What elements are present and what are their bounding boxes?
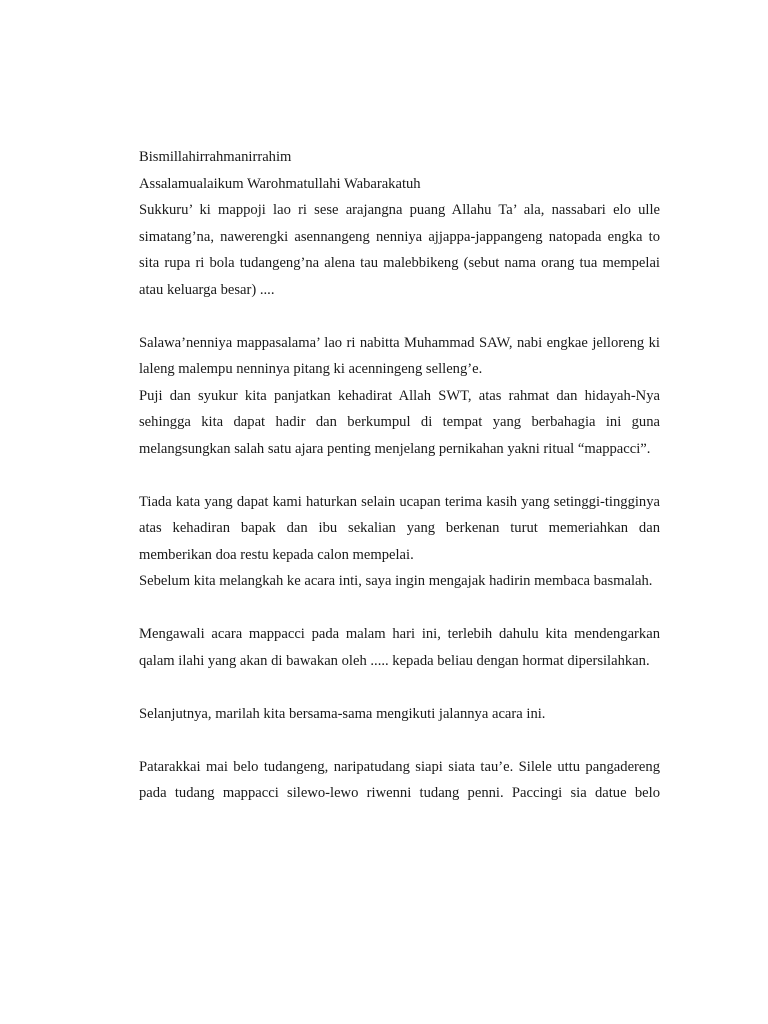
paragraph-spacer [139, 462, 660, 489]
document-body [139, 144, 660, 807]
paragraph-basmalah-invite: Sebelum kita melangkah ke acara inti, saya ingin mengajak hadirin membaca basmalah. [139, 573, 653, 589]
opening-basmalah: Bismillahirrahmanirrahim [139, 149, 292, 165]
paragraph-spacer [139, 674, 660, 701]
paragraph-salawat: Salawa’nenniya mappasalama’ lao ri nabitta Muhammad SAW, nabi engkae jelloreng ki laleng malempu nenninya pitang ki acenningeng selleng’e. [139, 334, 660, 377]
paragraph-thanks: Tiada kata yang dapat kami haturkan selain ucapan terima kasih yang setinggi-tingginya atas kehadiran bapak dan ibu sekalian yang berkenan turut memeriahkan dan memberikan doa restu kepada calon mempelai. [139, 493, 660, 563]
paragraph-spacer [139, 595, 660, 622]
opening-greeting: Assalamualaikum Warohmatullahi Wabarakatuh [139, 175, 421, 192]
paragraph-puji-syukur: Puji dan syukur kita panjatkan kehadirat Allah SWT, atas rahmat dan hidayah-Nya sehingga kita dapat hadir dan berkumpul di tempat yang berbahagia ini guna melangsungkan salah satu ajara penting menjelang pernikahan yakni ritual “mappacci”. [139, 387, 660, 457]
paragraph-spacer [139, 727, 660, 754]
paragraph-patarakkai: Patarakkai mai belo tudangeng, naripatudang siapi siata tau’e. Silele uttu pangadereng pada tudang mappacci silewo-lewo riwenni tudang penni. Paccingi sia datue belo [139, 758, 660, 801]
paragraph-qalam-ilahi: Mengawali acara mappacci pada malam hari ini, terlebih dahulu kita mendengarkan qalam ilahi yang akan di bawakan oleh ..... kepada beliau dengan hormat dipersilahkan. [139, 626, 660, 669]
paragraph-gratitude-bugis: Sukkuru’ ki mappoji lao ri sese arajangna puang Allahu Ta’ ala, nassabari elo ulle simatang’na, nawerengki asennangeng nenniya ajjappa-jappangeng natopada engka to sita rupa ri bola tudangeng’na alena tau malebbikeng (sebut nama orang tua mempelai atau keluarga besar) .... [139, 202, 660, 298]
paragraph-selanjutnya: Selanjutnya, marilah kita bersama-sama mengikuti jalannya acara ini. [139, 705, 546, 722]
paragraph-spacer [139, 303, 660, 330]
